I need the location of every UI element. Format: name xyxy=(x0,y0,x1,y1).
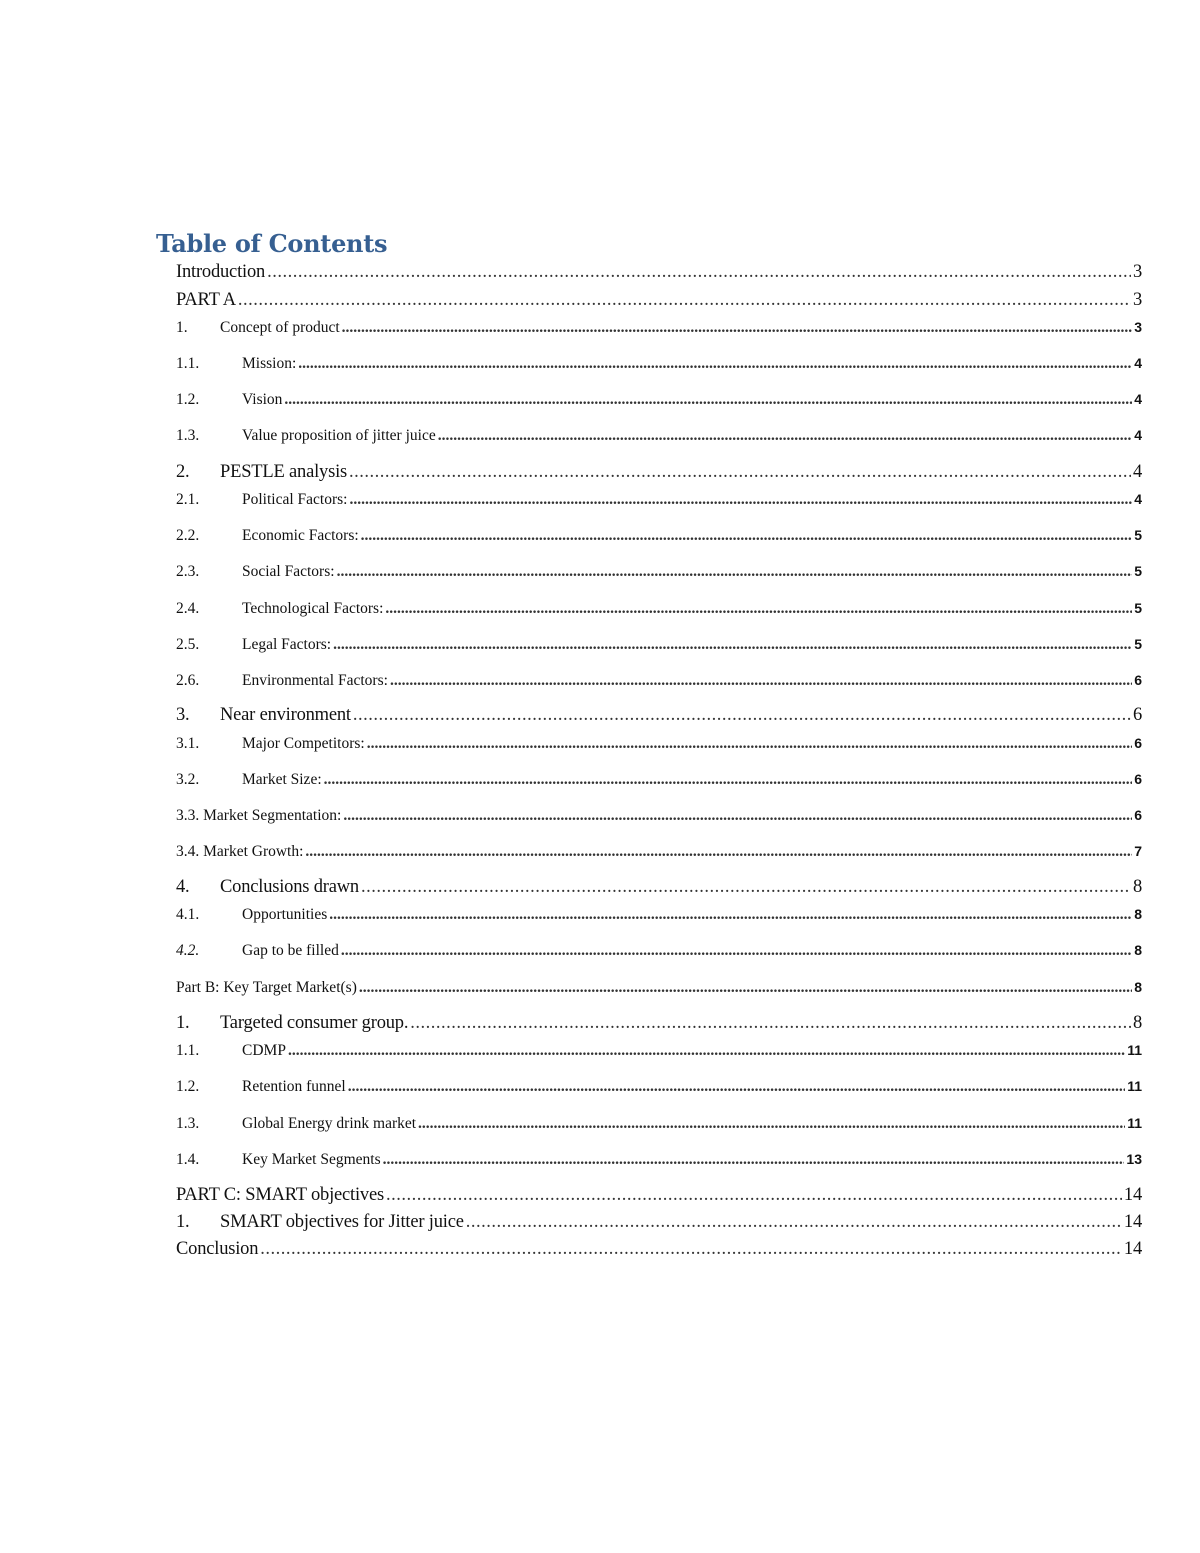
toc-entry-page: 5 xyxy=(1134,527,1142,543)
toc-entry-label: Social Factors: xyxy=(242,563,335,580)
toc-leader-dots xyxy=(349,491,1132,509)
toc-entry-page: 3 xyxy=(1134,319,1142,335)
toc-entry-page: 6 xyxy=(1132,705,1142,725)
toc-entry-label: Targeted consumer group. xyxy=(220,1013,409,1033)
toc-entry-value-proposition[interactable] xyxy=(176,427,1142,445)
toc-entry-page: 8 xyxy=(1132,1013,1142,1033)
toc-entry-page: 4 xyxy=(1134,491,1142,507)
toc-entry-label: Technological Factors: xyxy=(242,600,384,617)
toc-entry-label: Retention funnel xyxy=(242,1078,346,1095)
toc-leader-dots xyxy=(361,527,1133,545)
toc-leader-dots xyxy=(390,672,1132,690)
toc-entry-label: Key Market Segments xyxy=(242,1151,381,1168)
toc-leader-dots xyxy=(324,771,1133,789)
toc-entry-number: 4. xyxy=(176,877,190,897)
toc-entry-targeted-consumer-group[interactable] xyxy=(176,1013,1142,1034)
toc-entry-page: 5 xyxy=(1134,636,1142,652)
toc-leader-dots xyxy=(284,391,1132,409)
toc-entry-page: 6 xyxy=(1134,771,1142,787)
toc-entry-introduction[interactable] xyxy=(176,262,1142,283)
toc-entry-label: Conclusion xyxy=(176,1239,259,1259)
toc-entry-key-market-segments[interactable] xyxy=(176,1151,1142,1169)
toc-entry-label: 3.3. Market Segmentation: xyxy=(176,807,342,824)
toc-entry-label: PESTLE analysis xyxy=(220,462,348,482)
toc-entry-economic-factors[interactable] xyxy=(176,527,1142,545)
toc-entry-social-factors[interactable] xyxy=(176,563,1142,581)
toc-entry-technological-factors[interactable] xyxy=(176,600,1142,618)
toc-entry-vision[interactable] xyxy=(176,391,1142,409)
toc-leader-dots xyxy=(466,1212,1122,1233)
toc-entry-number: 4.2. xyxy=(176,942,200,959)
toc-leader-dots xyxy=(348,1078,1125,1096)
toc-entry-number: 1.1. xyxy=(176,1042,200,1059)
toc-entry-number: 1.3. xyxy=(176,1115,200,1132)
toc-entry-part-a[interactable] xyxy=(176,290,1142,311)
toc-entry-page: 14 xyxy=(1123,1185,1142,1205)
toc-leader-dots xyxy=(349,462,1131,483)
toc-entry-market-growth[interactable] xyxy=(176,843,1142,861)
toc-leader-dots xyxy=(359,979,1132,997)
toc-entry-page: 6 xyxy=(1134,807,1142,823)
toc-entry-page: 3 xyxy=(1132,262,1142,282)
toc-entry-market-segmentation[interactable] xyxy=(176,807,1142,825)
toc-entry-label: Value proposition of jitter juice xyxy=(242,427,436,444)
toc-entry-label: PART A xyxy=(176,290,236,310)
toc-entry-label: Environmental Factors: xyxy=(242,672,388,689)
toc-entry-number: 3.2. xyxy=(176,771,200,788)
toc-entry-environmental-factors[interactable] xyxy=(176,672,1142,690)
toc-entry-opportunities[interactable] xyxy=(176,906,1142,924)
toc-entry-page: 4 xyxy=(1134,391,1142,407)
toc-entry-page: 4 xyxy=(1134,355,1142,371)
toc-entry-page: 4 xyxy=(1132,462,1142,482)
toc-entry-number: 1.2. xyxy=(176,391,200,408)
toc-entry-part-c[interactable] xyxy=(176,1185,1142,1206)
toc-entry-pestle-analysis[interactable] xyxy=(176,462,1142,483)
toc-entry-number: 1. xyxy=(176,319,188,336)
toc-entry-label: Near environment xyxy=(220,705,351,725)
toc-entry-label: Legal Factors: xyxy=(242,636,332,653)
toc-entry-number: 2.6. xyxy=(176,672,200,689)
toc-entry-label: Economic Factors: xyxy=(242,527,359,544)
toc-entry-number: 1.4. xyxy=(176,1151,200,1168)
toc-title: Table of Contents xyxy=(156,229,388,258)
toc-leader-dots xyxy=(298,355,1132,373)
toc-entry-label: Conclusions drawn xyxy=(220,877,359,897)
toc-entry-political-factors[interactable] xyxy=(176,491,1142,509)
toc-entry-gap-to-be-filled[interactable] xyxy=(176,942,1142,960)
toc-leader-dots xyxy=(260,1239,1122,1260)
toc-entry-label: Political Factors: xyxy=(242,491,348,508)
toc-entry-part-b[interactable] xyxy=(176,979,1142,997)
toc-leader-dots xyxy=(410,1013,1131,1034)
toc-entry-page: 5 xyxy=(1134,600,1142,616)
toc-leader-dots xyxy=(341,942,1132,960)
toc-leader-dots xyxy=(267,262,1131,283)
toc-entry-concept-of-product[interactable] xyxy=(176,319,1142,337)
toc-entry-page: 6 xyxy=(1134,735,1142,751)
toc-entry-page: 11 xyxy=(1127,1115,1142,1131)
toc-entry-number: 2. xyxy=(176,462,190,482)
toc-leader-dots xyxy=(343,807,1132,825)
toc-leader-dots xyxy=(288,1042,1125,1060)
toc-leader-dots xyxy=(342,319,1133,337)
toc-entry-page: 13 xyxy=(1126,1151,1142,1167)
toc-entry-label: Gap to be filled xyxy=(242,942,339,959)
toc-entry-number: 1.2. xyxy=(176,1078,200,1095)
toc-entry-label: Opportunities xyxy=(242,906,328,923)
toc-entry-page: 8 xyxy=(1134,979,1142,995)
toc-entry-label: Part B: Key Target Market(s) xyxy=(176,979,357,996)
toc-entry-label: Concept of product xyxy=(220,319,340,336)
toc-entry-page: 11 xyxy=(1127,1078,1142,1094)
toc-leader-dots xyxy=(353,705,1131,726)
toc-entry-label: Vision xyxy=(242,391,283,408)
toc-leader-dots xyxy=(337,563,1133,581)
toc-entry-global-energy-drink-market[interactable] xyxy=(176,1115,1142,1133)
toc-entry-number: 2.3. xyxy=(176,563,200,580)
toc-entry-number: 1. xyxy=(176,1212,190,1232)
toc-entry-smart-objectives-jitter-juice[interactable] xyxy=(176,1212,1142,1233)
toc-entry-page: 14 xyxy=(1123,1239,1142,1259)
toc-entry-page: 8 xyxy=(1134,906,1142,922)
toc-entry-label: Market Size: xyxy=(242,771,322,788)
toc-leader-dots xyxy=(438,427,1132,445)
toc-entry-number: 3. xyxy=(176,705,190,725)
toc-leader-dots xyxy=(361,877,1131,898)
toc-entry-page: 14 xyxy=(1123,1212,1142,1232)
toc-entry-label: 3.4. Market Growth: xyxy=(176,843,304,860)
toc-entry-label: Major Competitors: xyxy=(242,735,365,752)
toc-entry-market-size[interactable] xyxy=(176,771,1142,789)
toc-entry-page: 3 xyxy=(1132,290,1142,310)
toc-entry-number: 3.1. xyxy=(176,735,200,752)
toc-entry-number: 2.5. xyxy=(176,636,200,653)
toc-entry-label: CDMP xyxy=(242,1042,286,1059)
toc-leader-dots xyxy=(238,290,1131,311)
toc-entry-number: 2.4. xyxy=(176,600,200,617)
toc-leader-dots xyxy=(329,906,1132,924)
toc-list xyxy=(176,0,1142,1553)
toc-entry-page: 6 xyxy=(1134,672,1142,688)
toc-entry-number: 4.1. xyxy=(176,906,200,923)
toc-entry-conclusions-drawn[interactable] xyxy=(176,877,1142,898)
toc-leader-dots xyxy=(333,636,1132,654)
toc-entry-number: 1. xyxy=(176,1013,190,1033)
toc-entry-label: PART C: SMART objectives xyxy=(176,1185,384,1205)
toc-entry-page: 4 xyxy=(1134,427,1142,443)
toc-entry-number: 2.2. xyxy=(176,527,200,544)
toc-entry-page: 5 xyxy=(1134,563,1142,579)
toc-entry-label: Mission: xyxy=(242,355,297,372)
toc-leader-dots xyxy=(385,600,1132,618)
toc-entry-near-environment[interactable] xyxy=(176,705,1142,726)
toc-entry-number: 2.1. xyxy=(176,491,200,508)
toc-entry-label: Global Energy drink market xyxy=(242,1115,417,1132)
toc-leader-dots xyxy=(305,843,1132,861)
toc-leader-dots xyxy=(386,1185,1122,1206)
toc-leader-dots xyxy=(418,1115,1125,1133)
toc-entry-mission[interactable] xyxy=(176,355,1142,373)
toc-entry-legal-factors[interactable] xyxy=(176,636,1142,654)
toc-entry-number: 1.3. xyxy=(176,427,200,444)
toc-leader-dots xyxy=(367,735,1133,753)
toc-entry-retention-funnel[interactable] xyxy=(176,1078,1142,1096)
toc-entry-major-competitors[interactable] xyxy=(176,735,1142,753)
toc-entry-page: 8 xyxy=(1132,877,1142,897)
toc-entry-cdmp[interactable] xyxy=(176,1042,1142,1060)
toc-entry-label: Introduction xyxy=(176,262,266,282)
toc-entry-label: SMART objectives for Jitter juice xyxy=(220,1212,464,1232)
toc-entry-number: 1.1. xyxy=(176,355,200,372)
toc-entry-page: 7 xyxy=(1134,843,1142,859)
toc-entry-page: 8 xyxy=(1134,942,1142,958)
toc-entry-page: 11 xyxy=(1127,1042,1142,1058)
toc-entry-conclusion[interactable] xyxy=(176,1239,1142,1260)
toc-leader-dots xyxy=(383,1151,1125,1169)
